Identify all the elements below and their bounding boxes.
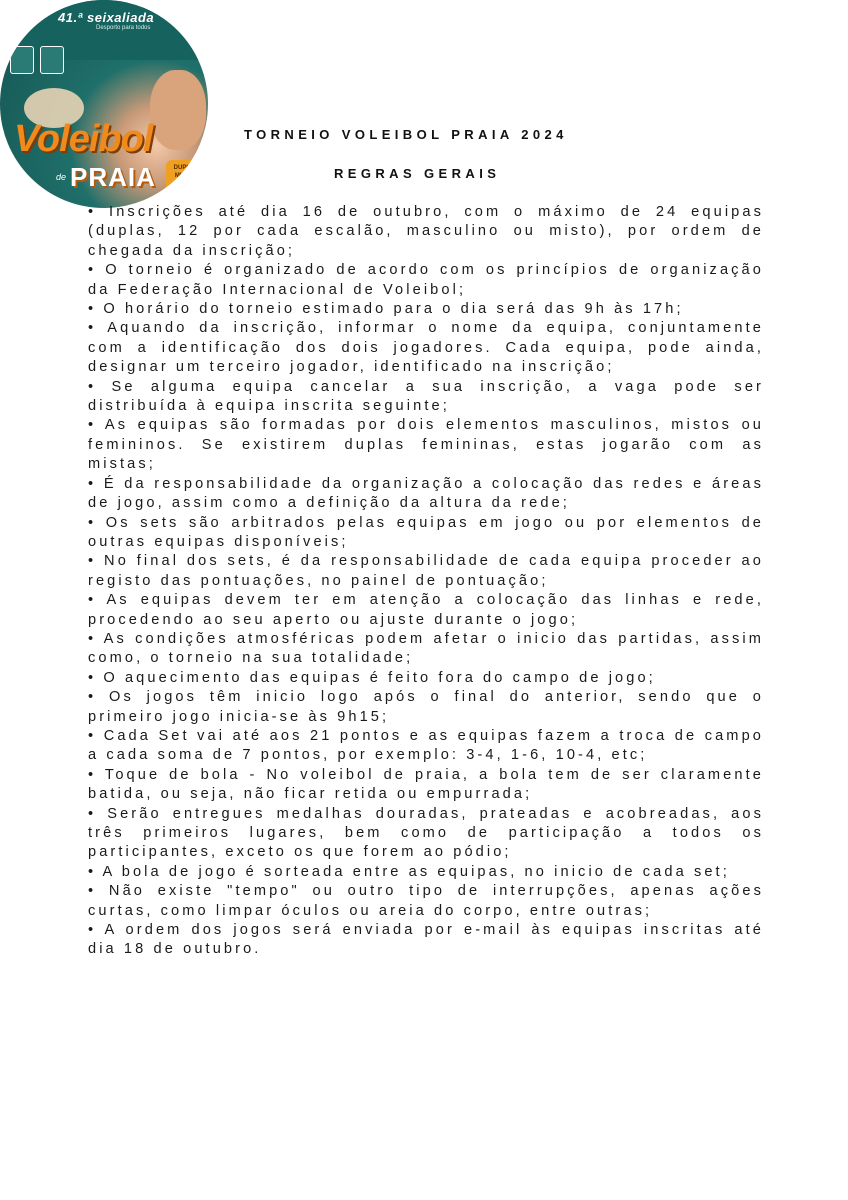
rule-item: • As equipas devem ter em atenção a colocação das linhas e rede, procedendo ao seu aperto ou ajuste durante o jogo; xyxy=(88,592,764,628)
rule-item: • Não existe "tempo" ou outro tipo de interrupções, apenas ações curtas, como limpar óculos ou areia do corpo, entre outras; xyxy=(88,883,764,919)
rule-item: • As equipas são formadas por dois elementos masculinos, mistos ou femininos. Se existirem duplas femininas, estas jogarão com as mistas; xyxy=(88,417,764,473)
rule-item: • O aquecimento das equipas é feito fora do campo de jogo; xyxy=(88,669,656,686)
club-crest-icon xyxy=(10,46,34,74)
logo-edition: 41.ª seixaliada xyxy=(58,10,155,25)
rule-item: • O torneio é organizado de acordo com os princípios de organização da Federação Internacional de Voleibol; xyxy=(88,262,764,298)
logo-word-voleibol: Voleibol xyxy=(14,118,153,160)
rule-item: • No final dos sets, é da responsabilidade de cada equipa proceder ao registo das pontuações, no painel de pontuação; xyxy=(88,553,764,589)
rule-item: • Aquando da inscrição, informar o nome da equipa, conjuntamente com a identificação dos dois jogadores. Cada equipa, pode ainda, designar um terceiro jogador, identificado na inscrição; xyxy=(88,320,764,376)
logo-tagline: Desporto para todos xyxy=(96,25,151,31)
logo-word-de: de xyxy=(56,172,67,182)
logo-word-praia: PRAIA xyxy=(70,162,156,192)
rule-item: • As condições atmosféricas podem afetar o inicio das partidas, assim como, o torneio na sua totalidade; xyxy=(88,630,764,667)
rule-item: • O horário do torneio estimado para o dia será das 9h às 17h; xyxy=(88,301,684,318)
portrait-icon xyxy=(40,46,64,74)
rule-item: • É da responsabilidade da organização a colocação das redes e áreas de jogo, assim como a definição da altura da rede; xyxy=(88,475,764,512)
logo-emblems xyxy=(10,46,64,74)
rule-item: • A bola de jogo é sorteada entre as equipas, no inicio de cada set; xyxy=(88,863,730,880)
page-subtitle: REGRAS GERAIS xyxy=(334,166,501,181)
page-title: TORNEIO VOLEIBOL PRAIA 2024 xyxy=(244,127,568,142)
rule-item: • Se alguma equipa cancelar a sua inscrição, a vaga pode ser distribuída à equipa inscrita seguinte; xyxy=(88,378,764,415)
rule-item: • Serão entregues medalhas douradas, prateadas e acobreadas, aos três primeiros lugares, bem como de participação a todos os participantes, exceto os que forem ao pódio; xyxy=(88,805,764,861)
rule-item: • Os jogos têm inicio logo após o final do anterior, sendo que o primeiro jogo inicia-se às 9h15; xyxy=(88,689,764,725)
rule-item: • Os sets são arbitrados pelas equipas em jogo ou por elementos de outras equipas disponíveis; xyxy=(88,514,764,550)
rules-list xyxy=(88,203,764,960)
logo-badge: DUPLAS MISTAS MASC xyxy=(166,160,206,196)
rule-item: • Toque de bola - No voleibol de praia, a bola tem de ser claramente batida, ou seja, não ficar retida ou empurrada; xyxy=(88,766,764,803)
rule-item: • A ordem dos jogos será enviada por e-mail às equipas inscritas até dia 18 de outubro. xyxy=(88,922,764,958)
rule-item: • Inscrições até dia 16 de outubro, com o máximo de 24 equipas (duplas, 12 por cada escalão, masculino ou misto), por ordem de chegada da inscrição; xyxy=(88,204,764,259)
rule-item: • Cada Set vai até aos 21 pontos e as equipas fazem a troca de campo a cada soma de 7 pontos, por exemplo: 3-4, 1-6, 10-4, etc; xyxy=(88,727,764,764)
